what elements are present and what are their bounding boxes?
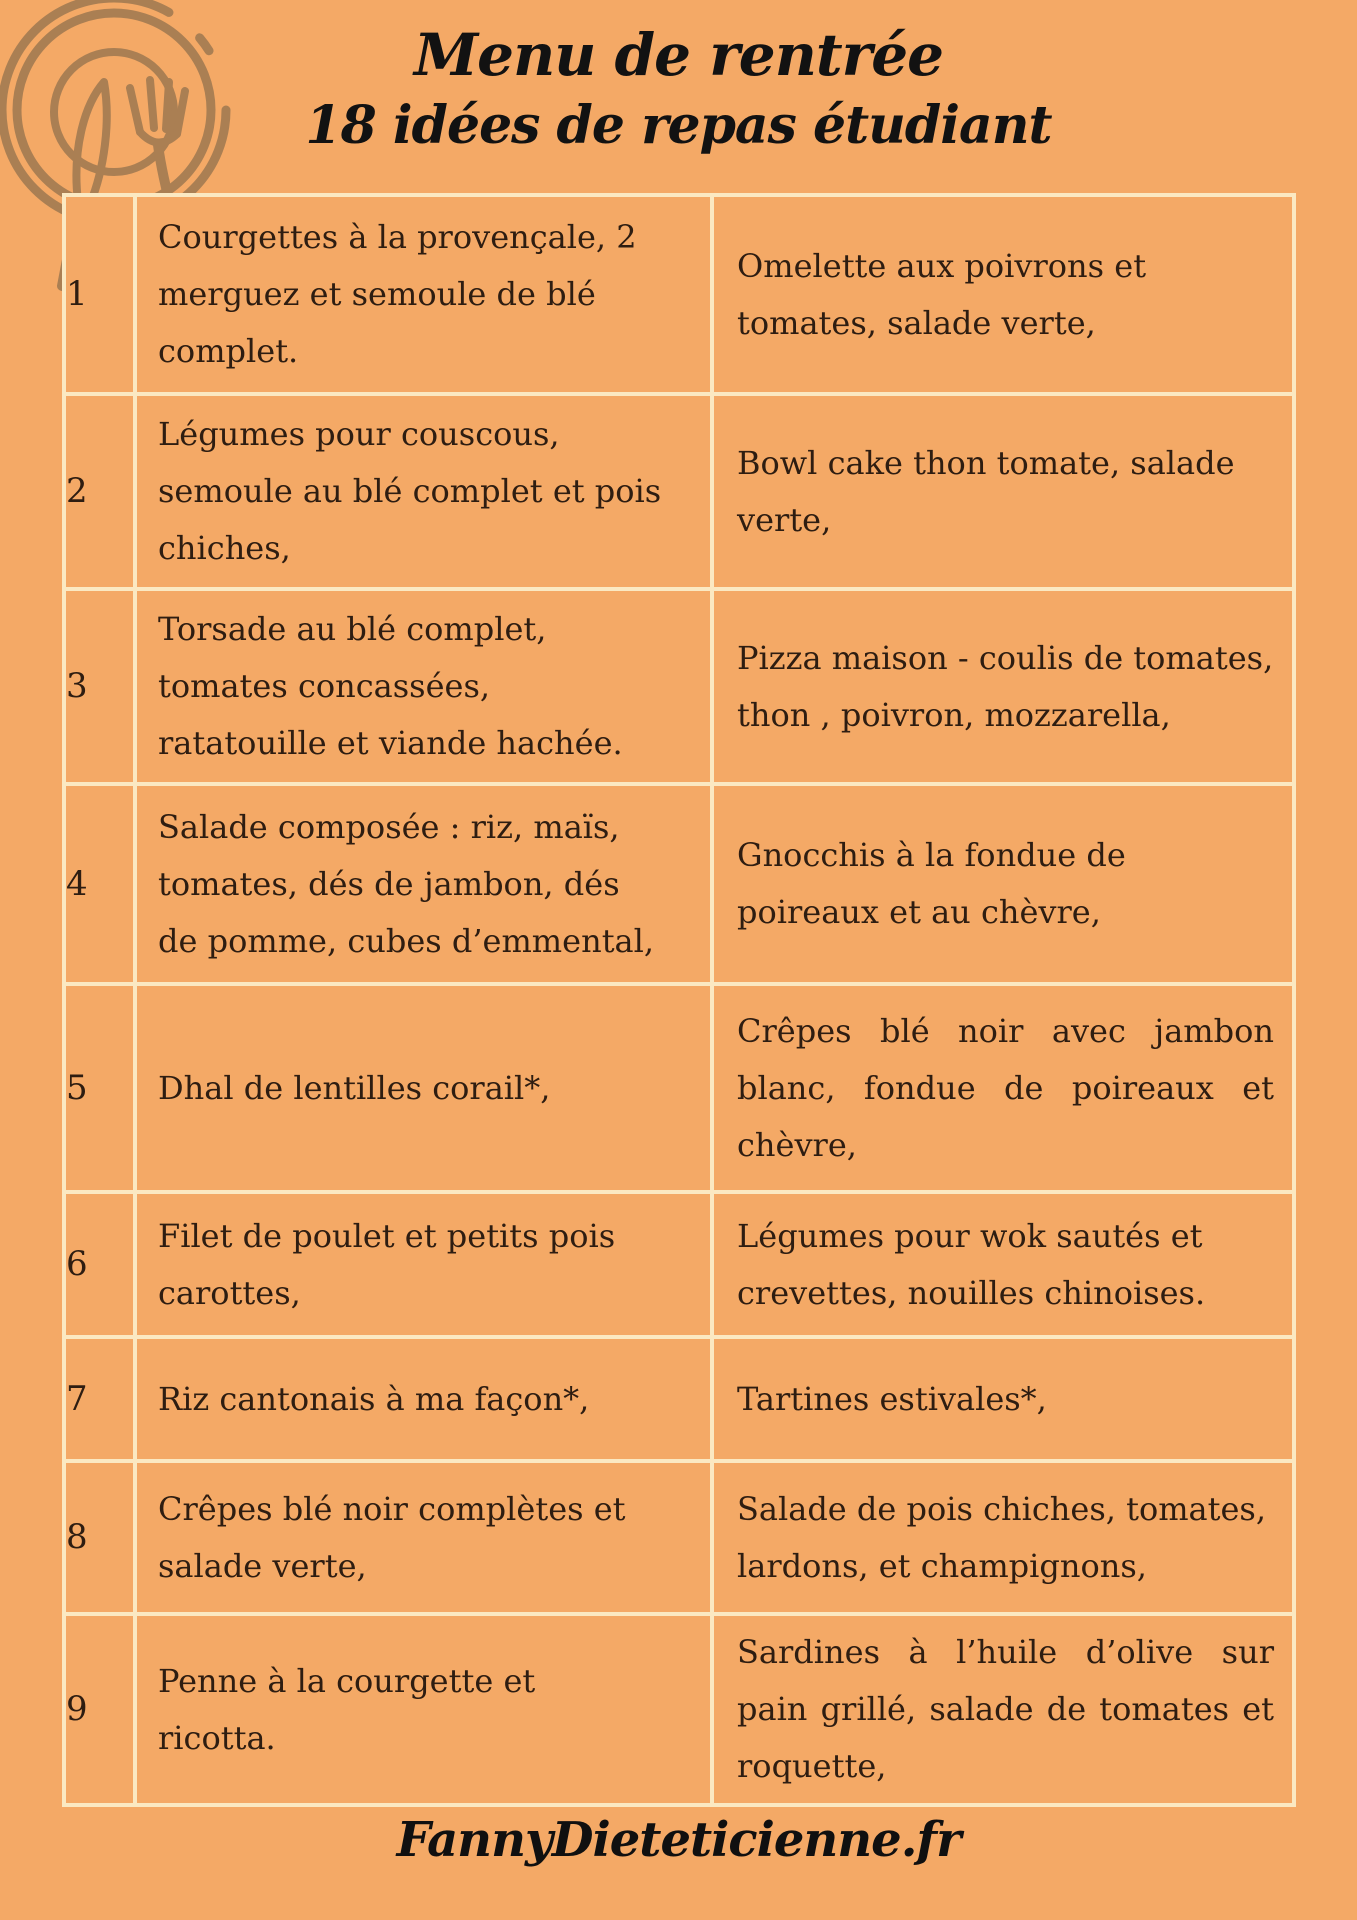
dish-right [714,1339,1292,1459]
dish-right-text: Sardines à l’huile d’olive sur pain grillé, salade de tomates et roquette, [737,1633,1274,1785]
row-number-text: 7 [66,1378,88,1419]
dish-left-text: Légumes pour couscous, semoule au blé complet et pois chiches, [158,415,662,567]
dish-left [137,197,710,392]
dish-right-text: Légumes pour wok sautés et crevettes, nouilles chinoises. [737,1216,1206,1312]
dish-left [137,1616,710,1803]
row-number [66,197,133,392]
title-line-1: Menu de rentrée [413,21,944,89]
dish-right-text: Bowl cake thon tomate, salade verte, [737,443,1235,539]
row-number-text: 1 [66,274,88,314]
row-number [66,396,133,587]
dish-right-text: Tartines estivales*, [737,1379,1047,1418]
dish-left-text: Filet de poulet et petits pois carottes, [158,1216,616,1312]
dish-right-text: Salade de pois chiches, tomates, lardons, et champignons, [737,1489,1267,1585]
dish-right-text: Crêpes blé noir avec jambon blanc, fondue de poireaux et chèvre, [737,1011,1274,1164]
row-number [66,986,133,1190]
dish-right-text: Pizza maison - coulis de tomates, thon , poivron, mozzarella, [737,638,1274,734]
row-number-text: 4 [66,863,88,904]
row-number [66,591,133,782]
dish-right [714,197,1292,392]
row-number-text: 6 [66,1244,88,1284]
dish-right [714,591,1292,782]
dish-left-text: Dhal de lentilles corail*, [158,1068,551,1107]
dish-right [714,786,1292,982]
dish-left-text: Salade composée : riz, maïs, tomates, dés de jambon, dés de pomme, cubes d’emmental, [158,807,655,960]
dish-right-text: Omelette aux poivrons et tomates, salade verte, [737,246,1147,342]
menu-table [62,193,1296,1807]
dish-right [714,1194,1292,1335]
dish-right [714,986,1292,1190]
dish-left [137,1339,710,1459]
row-number [66,1194,133,1335]
row-number-text: 3 [66,666,88,706]
dish-left [137,396,710,587]
row-number-text: 8 [66,1517,88,1557]
dish-right [714,1463,1292,1612]
footer-site-name: FannyDieteticienne.fr [396,1812,961,1868]
row-number [66,1463,133,1612]
row-number-text: 5 [66,1067,88,1108]
dish-left-text: Crêpes blé noir complètes et salade verte, [158,1489,626,1585]
dish-left-text: Torsade au blé complet, tomates concassées, ratatouille et viande hachée. [158,610,623,762]
dish-left [137,1463,710,1612]
row-number [66,786,133,982]
dish-right [714,1616,1292,1803]
row-number [66,1339,133,1459]
row-number-text: 2 [66,471,88,511]
title-line-2: 18 idées de repas étudiant [305,95,1052,156]
row-number-text: 9 [66,1689,88,1729]
dish-right [714,396,1292,587]
dish-left [137,1194,710,1335]
row-number [66,1616,133,1803]
dish-left-text: Riz cantonais à ma façon*, [158,1379,590,1418]
dish-left-text: Courgettes à la provençale, 2 merguez et semoule de blé complet. [158,218,637,370]
dish-left-text: Penne à la courgette et ricotta. [158,1661,536,1757]
dish-left [137,786,710,982]
dish-left [137,986,710,1190]
dish-left [137,591,710,782]
page-title [0,18,1357,160]
dish-right-text: Gnocchis à la fondue de poireaux et au chèvre, [737,836,1126,931]
